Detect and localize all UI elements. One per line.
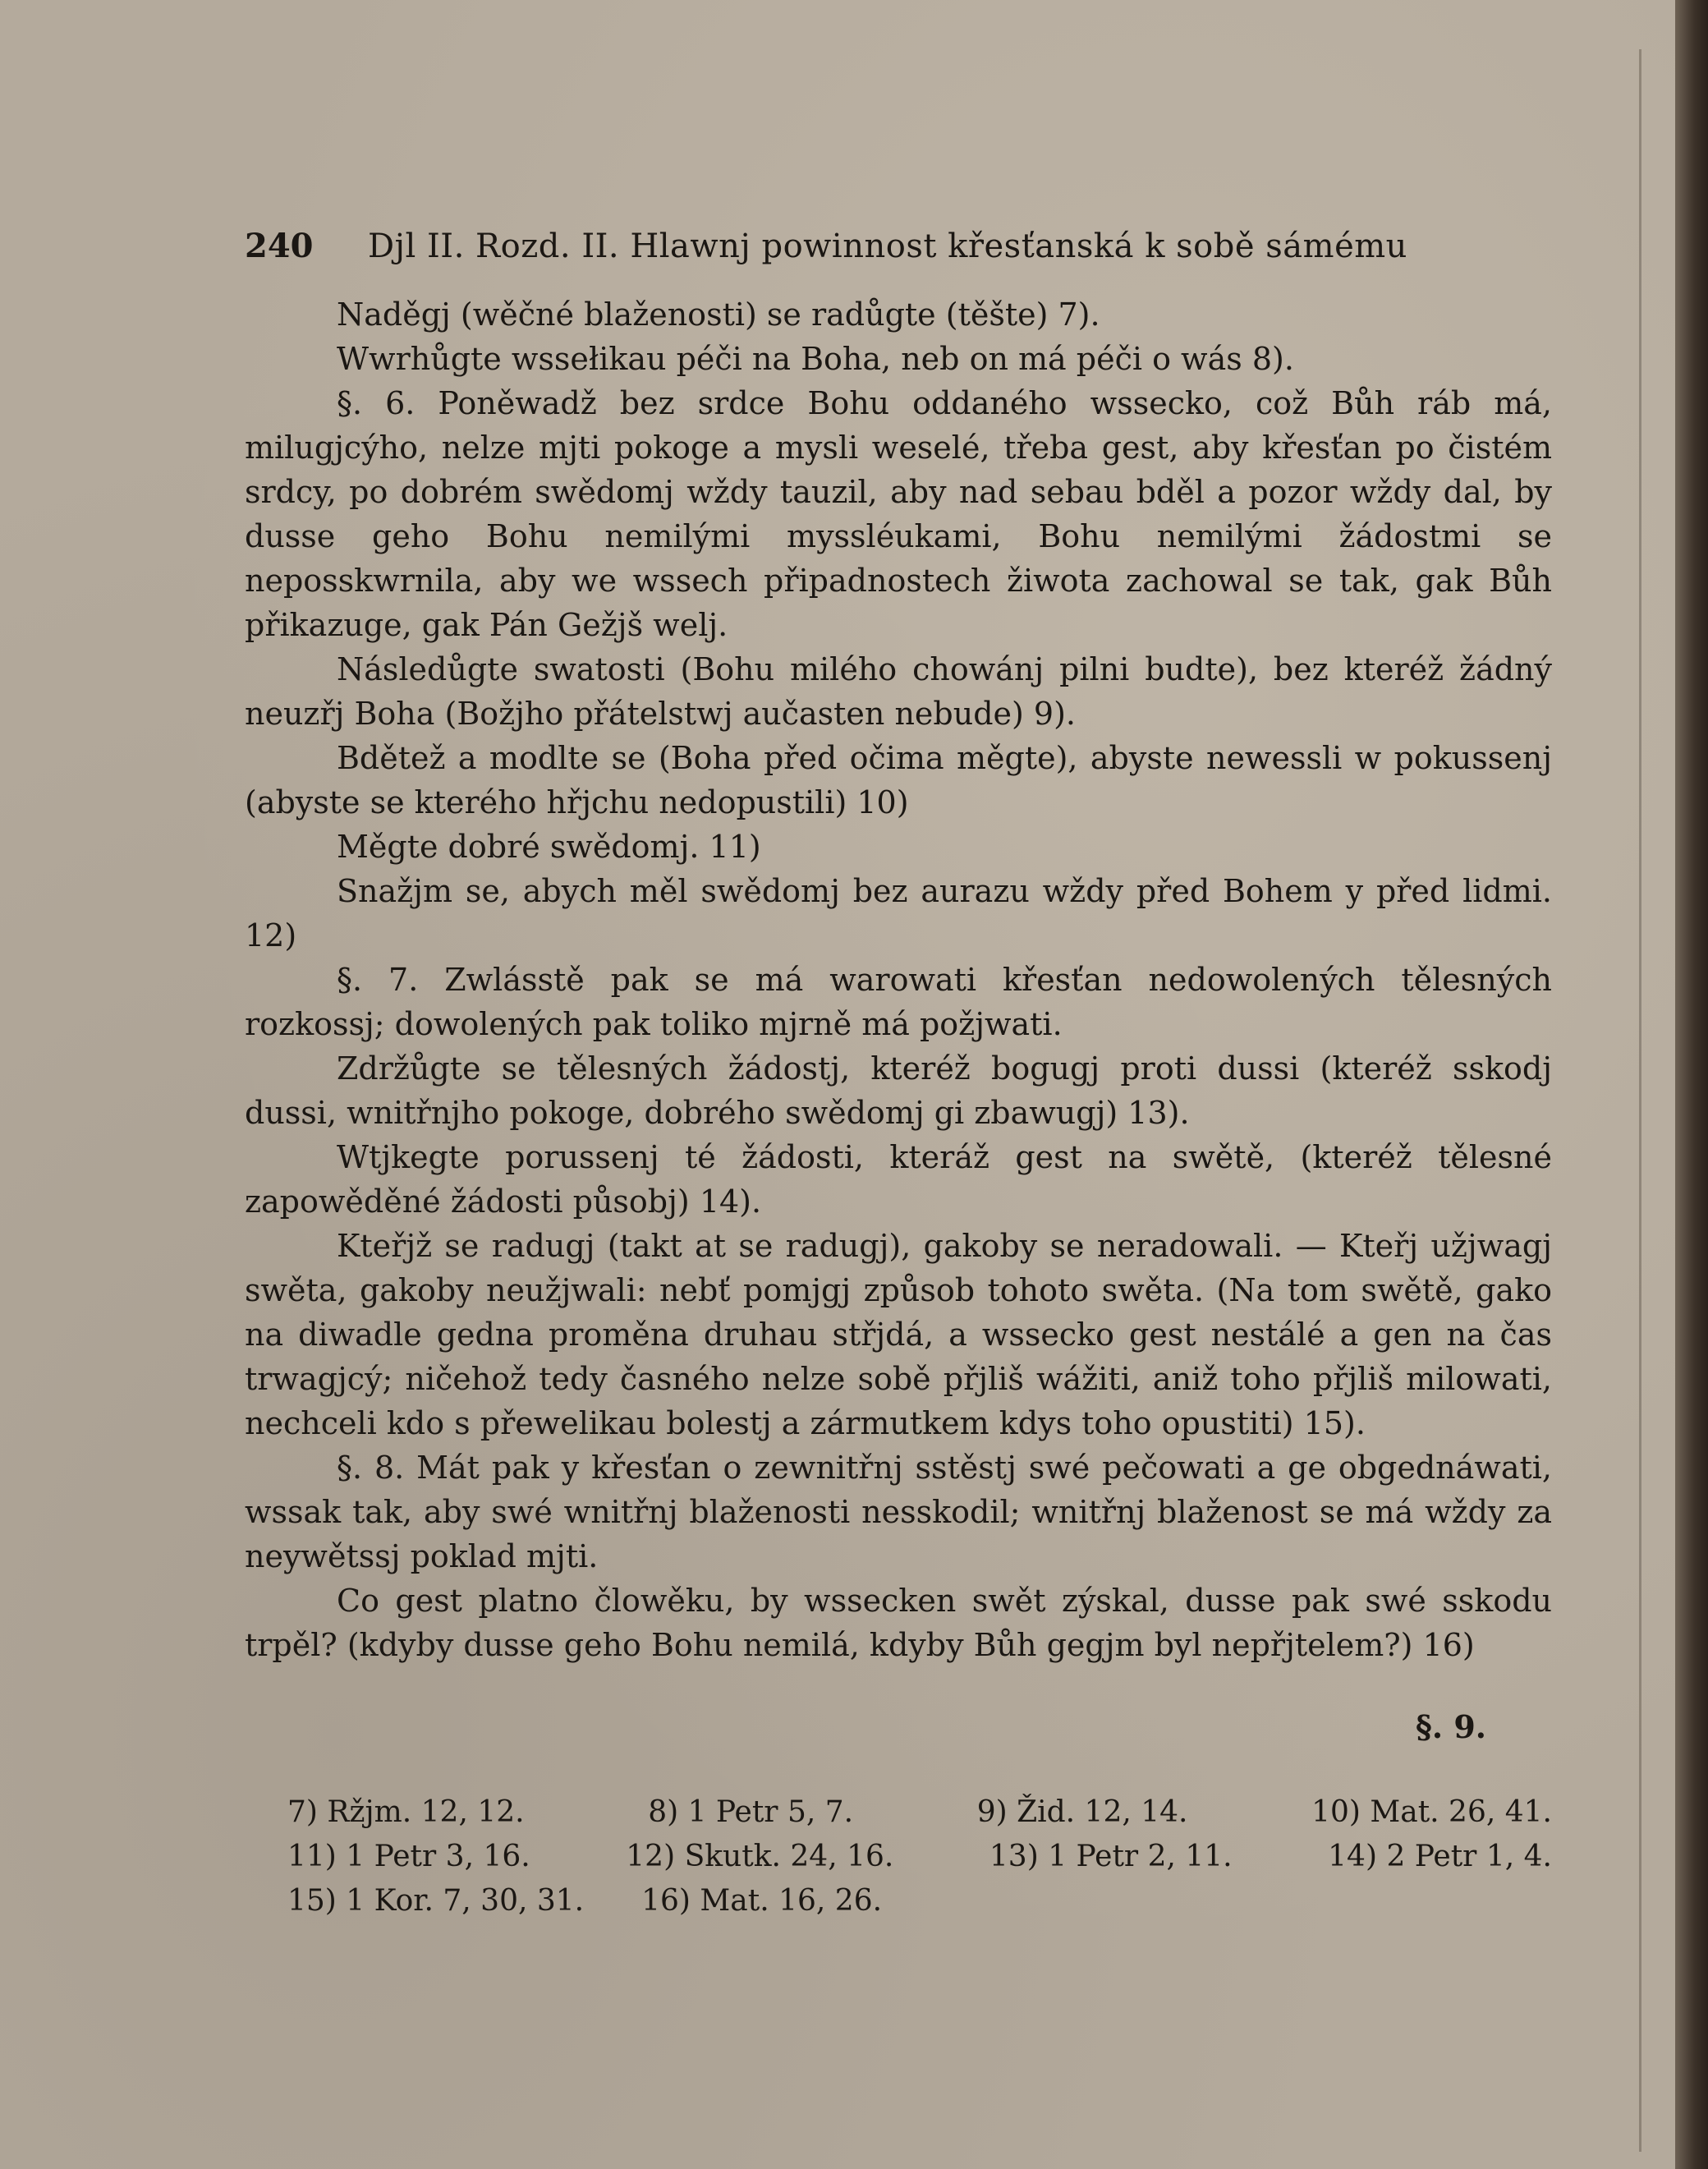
paragraph: Naděgj (wěčné blaženosti) se radůgte (těšte) 7).	[337, 296, 1100, 333]
footnote-row	[287, 1879, 1552, 1923]
paragraph: Bdětež a modlte se (Boha před očima měgte), abyste newessli w pokussenj (abyste se kterého hřjchu nedopustili) 10)	[245, 740, 1552, 820]
paragraph: Měgte dobré swědomj. 11)	[337, 829, 761, 865]
footnote: 10) Mat. 26, 41.	[1311, 1795, 1552, 1829]
page-number: 240	[245, 227, 314, 265]
footnote: 15) 1 Kor. 7, 30, 31.	[287, 1884, 585, 1918]
paragraph-section-6: §. 6. Poněwadž bez srdce Bohu oddaného wssecko, což Bůh ráb má, milugjcýho, nelze mjti pokoge a mysli weselé, třeba gest, aby křesťan po čistém srdcy, po dobrém swědomj wždy tauzil, aby nad sebau bděl a pozor wždy dal, by dusse geho Bohu nemilými myssléukami, Bohu nemilými žádostmi se neposskwrnila, aby we wssech připadnostech žiwota zachowal se tak, gak Bůh přikazuge, gak Pán Gežjš welj.	[245, 385, 1552, 643]
paragraph: Zdržůgte se tělesných žádostj, kteréž bogugj proti dussi (kteréž sskodj dussi, wnitřnjho pokoge, dobrého swědomj gi zbawugj) 13).	[245, 1050, 1552, 1131]
running-head	[245, 222, 1411, 271]
footnote: 13) 1 Petr 2, 11.	[989, 1840, 1233, 1873]
footnote: 8) 1 Petr 5, 7.	[648, 1795, 854, 1829]
paragraph: Wwrhůgte wssełikau péči na Boha, neb on má péči o wás 8).	[337, 341, 1294, 377]
paragraph-section-7: §. 7. Zwlásstě pak se má warowati křesťan nedowolených tělesných rozkossj; dowolených pak toliko mjrně má požjwati.	[245, 962, 1552, 1042]
body-text	[245, 292, 1552, 1667]
paragraph-section-8: §. 8. Mát pak y křesťan o zewnitřnj sstěstj swé pečowati a ge obgednáwati, wssak tak, aby swé wnitřnj blaženosti nesskodil; wnitřnj blaženost se má wždy za neywětssj poklad mjti.	[245, 1450, 1552, 1574]
paragraph: Snažjm se, abych měl swědomj bez aurazu wždy před Bohem y před lidmi. 12)	[245, 873, 1552, 954]
footnote: 9) Žid. 12, 14.	[976, 1795, 1188, 1829]
paragraph: Kteřjž se radugj (takt at se radugj), gakoby se neradowali. — Kteřj užjwagj swěta, gakoby neužjwali: nebť pomjgj způsob tohoto swěta. (Na tom swětě, gako na diwadle gedna proměna druhau střjdá, a wssecko gest nestálé a gen na čas trwagjcý; ničehož tedy časného nelze sobě přjliš wážiti, aniž toho přjliš milowati, nechceli kdo s přewelikau bolestj a zármutkem kdys toho opustiti) 15).	[245, 1228, 1552, 1441]
footnote: 12) Skutk. 24, 16.	[626, 1840, 894, 1873]
footnote-row	[287, 1835, 1552, 1879]
footnote: 14) 2 Petr 1, 4.	[1328, 1840, 1552, 1873]
paragraph: Následůgte swatosti (Bohu milého chowánj pilni budte), bez kteréž žádný neuzřj Boha (Božjho přátelstwj aučasten nebude) 9).	[245, 651, 1552, 732]
paragraph: Wtjkegte porussenj té žádosti, kteráž gest na swětě, (kteréž tělesné zapowěděné žádosti působj) 14).	[245, 1139, 1552, 1220]
footnote: 11) 1 Petr 3, 16.	[287, 1840, 530, 1873]
paragraph: Co gest platno člowěku, by wssecken swět zýskal, dusse pak swé sskodu trpěl? (kdyby dusse geho Bohu nemilá, kdyby Bůh gegjm byl nepřjtelem?) 16)	[245, 1583, 1552, 1663]
page-fold-line	[1639, 49, 1641, 2152]
footnote: 16) Mat. 16, 26.	[641, 1884, 883, 1918]
page-edge	[1675, 0, 1708, 2169]
footnote: 7) Ržjm. 12, 12.	[287, 1795, 525, 1829]
footnote-row	[287, 1790, 1552, 1835]
running-head-title: Djl II. Rozd. II. Hlawnj powinnost křesťanská k sobě sámému	[368, 227, 1407, 265]
footnotes	[287, 1790, 1552, 1923]
next-section-catchword: §. 9.	[1416, 1708, 1487, 1745]
